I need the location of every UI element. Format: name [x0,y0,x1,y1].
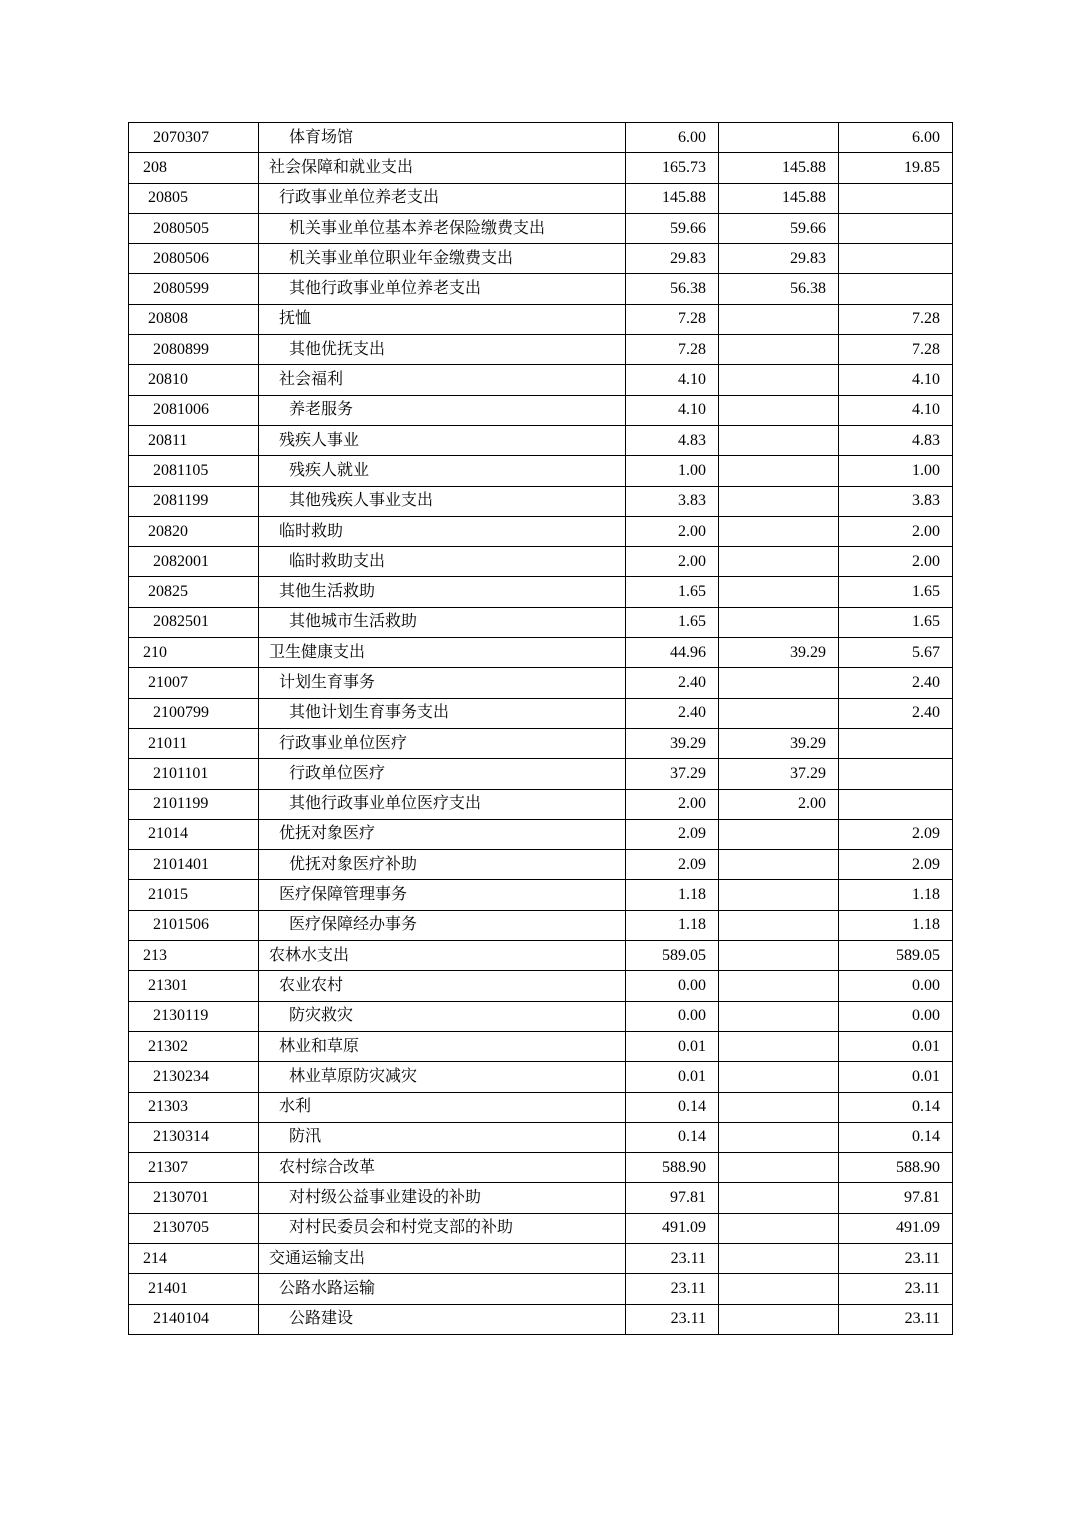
amount-1-cell: 145.88 [626,183,719,213]
amount-1-cell: 0.14 [626,1092,719,1122]
name-cell: 行政事业单位养老支出 [259,183,626,213]
code-cell: 21301 [129,971,259,1001]
name-cell: 其他生活救助 [259,577,626,607]
code-cell: 21307 [129,1153,259,1183]
table-row [129,577,953,607]
amount-2-cell [719,1122,839,1152]
code-cell: 2081006 [129,395,259,425]
name-cell: 其他计划生育事务支出 [259,698,626,728]
amount-1-cell: 1.18 [626,880,719,910]
code-cell: 2140104 [129,1304,259,1334]
amount-2-cell [719,123,839,153]
code-cell: 208 [129,153,259,183]
code-cell: 2130119 [129,1001,259,1031]
code-cell: 2081199 [129,486,259,516]
amount-2-cell [719,456,839,486]
table-row [129,1274,953,1304]
amount-2-cell [719,516,839,546]
name-cell: 优抚对象医疗补助 [259,850,626,880]
code-cell: 2100799 [129,698,259,728]
code-cell: 2130705 [129,1213,259,1243]
code-cell: 20811 [129,425,259,455]
table-row [129,1092,953,1122]
name-cell: 防汛 [259,1122,626,1152]
name-cell: 交通运输支出 [259,1243,626,1273]
amount-2-cell [719,668,839,698]
table-row [129,971,953,1001]
name-cell: 机关事业单位基本养老保险缴费支出 [259,213,626,243]
table-row [129,335,953,365]
name-cell: 残疾人就业 [259,456,626,486]
amount-1-cell: 0.14 [626,1122,719,1152]
name-cell: 农业农村 [259,971,626,1001]
amount-1-cell: 1.00 [626,456,719,486]
name-cell: 水利 [259,1092,626,1122]
amount-2-cell [719,425,839,455]
amount-2-cell [719,486,839,516]
name-cell: 公路水路运输 [259,1274,626,1304]
amount-3-cell [839,728,953,758]
name-cell: 社会保障和就业支出 [259,153,626,183]
code-cell: 21007 [129,668,259,698]
amount-3-cell: 97.81 [839,1183,953,1213]
table-row [129,1243,953,1273]
table-row [129,304,953,334]
amount-2-cell [719,577,839,607]
amount-2-cell [719,607,839,637]
amount-2-cell [719,698,839,728]
amount-1-cell: 23.11 [626,1274,719,1304]
amount-1-cell: 0.00 [626,1001,719,1031]
amount-2-cell: 2.00 [719,789,839,819]
amount-1-cell: 3.83 [626,486,719,516]
code-cell: 214 [129,1243,259,1273]
amount-3-cell: 2.09 [839,850,953,880]
table-row [129,153,953,183]
code-cell: 21011 [129,728,259,758]
code-cell: 213 [129,941,259,971]
table-row [129,365,953,395]
code-cell: 2101199 [129,789,259,819]
name-cell: 临时救助 [259,516,626,546]
amount-2-cell: 39.29 [719,638,839,668]
amount-2-cell [719,335,839,365]
amount-3-cell: 491.09 [839,1213,953,1243]
table-row [129,698,953,728]
amount-1-cell: 0.00 [626,971,719,1001]
amount-3-cell: 23.11 [839,1274,953,1304]
amount-1-cell: 491.09 [626,1213,719,1243]
name-cell: 行政事业单位医疗 [259,728,626,758]
amount-3-cell: 7.28 [839,335,953,365]
amount-1-cell: 588.90 [626,1153,719,1183]
amount-3-cell: 23.11 [839,1243,953,1273]
budget-table-body [129,123,953,1335]
table-row [129,880,953,910]
table-row [129,728,953,758]
table-row [129,819,953,849]
amount-3-cell: 589.05 [839,941,953,971]
table-row [129,1031,953,1061]
amount-1-cell: 2.09 [626,850,719,880]
amount-3-cell: 4.83 [839,425,953,455]
table-row [129,1183,953,1213]
code-cell: 2080899 [129,335,259,365]
code-cell: 20808 [129,304,259,334]
code-cell: 2082501 [129,607,259,637]
table-row [129,456,953,486]
table-row [129,395,953,425]
name-cell: 其他城市生活救助 [259,607,626,637]
amount-1-cell: 97.81 [626,1183,719,1213]
amount-2-cell [719,941,839,971]
amount-1-cell: 2.40 [626,698,719,728]
amount-3-cell [839,244,953,274]
amount-1-cell: 39.29 [626,728,719,758]
amount-2-cell [719,1153,839,1183]
name-cell: 医疗保障管理事务 [259,880,626,910]
amount-3-cell [839,213,953,243]
amount-1-cell: 1.65 [626,607,719,637]
amount-3-cell: 0.14 [839,1122,953,1152]
table-row [129,941,953,971]
table-row [129,213,953,243]
amount-1-cell: 7.28 [626,335,719,365]
code-cell: 20820 [129,516,259,546]
amount-3-cell: 0.01 [839,1031,953,1061]
code-cell: 2130701 [129,1183,259,1213]
amount-2-cell [719,395,839,425]
amount-3-cell: 2.40 [839,668,953,698]
table-row [129,547,953,577]
amount-1-cell: 2.09 [626,819,719,849]
amount-2-cell [719,880,839,910]
amount-3-cell: 1.65 [839,577,953,607]
amount-3-cell: 1.65 [839,607,953,637]
table-row [129,638,953,668]
name-cell: 临时救助支出 [259,547,626,577]
name-cell: 农村综合改革 [259,1153,626,1183]
amount-1-cell: 23.11 [626,1243,719,1273]
name-cell: 其他行政事业单位医疗支出 [259,789,626,819]
amount-2-cell [719,547,839,577]
name-cell: 卫生健康支出 [259,638,626,668]
amount-2-cell [719,1274,839,1304]
name-cell: 计划生育事务 [259,668,626,698]
table-row [129,425,953,455]
amount-2-cell [719,1213,839,1243]
amount-1-cell: 4.83 [626,425,719,455]
amount-1-cell: 23.11 [626,1304,719,1334]
amount-3-cell: 1.18 [839,910,953,940]
amount-1-cell: 2.40 [626,668,719,698]
amount-3-cell: 2.00 [839,516,953,546]
amount-1-cell: 37.29 [626,759,719,789]
amount-2-cell [719,1304,839,1334]
code-cell: 210 [129,638,259,668]
code-cell: 21303 [129,1092,259,1122]
amount-3-cell [839,789,953,819]
table-row [129,274,953,304]
amount-2-cell [719,365,839,395]
table-row [129,1153,953,1183]
amount-2-cell [719,971,839,1001]
name-cell: 抚恤 [259,304,626,334]
amount-1-cell: 2.00 [626,516,719,546]
table-row [129,850,953,880]
amount-3-cell: 2.40 [839,698,953,728]
amount-3-cell: 0.00 [839,1001,953,1031]
amount-3-cell: 5.67 [839,638,953,668]
code-cell: 21302 [129,1031,259,1061]
table-row [129,910,953,940]
table-row [129,1304,953,1334]
name-cell: 医疗保障经办事务 [259,910,626,940]
amount-2-cell [719,304,839,334]
table-row [129,183,953,213]
name-cell: 行政单位医疗 [259,759,626,789]
amount-3-cell: 2.09 [839,819,953,849]
name-cell: 林业和草原 [259,1031,626,1061]
name-cell: 其他行政事业单位养老支出 [259,274,626,304]
table-row [129,668,953,698]
amount-2-cell [719,1062,839,1092]
code-cell: 2080506 [129,244,259,274]
code-cell: 2130234 [129,1062,259,1092]
code-cell: 2101101 [129,759,259,789]
amount-2-cell [719,1031,839,1061]
amount-2-cell [719,819,839,849]
code-cell: 2101401 [129,850,259,880]
amount-3-cell: 4.10 [839,365,953,395]
amount-1-cell: 2.00 [626,789,719,819]
budget-table [128,122,953,1335]
table-row [129,759,953,789]
name-cell: 公路建设 [259,1304,626,1334]
code-cell: 2082001 [129,547,259,577]
name-cell: 防灾救灾 [259,1001,626,1031]
amount-3-cell: 588.90 [839,1153,953,1183]
amount-3-cell: 1.00 [839,456,953,486]
table-row [129,607,953,637]
code-cell: 21401 [129,1274,259,1304]
code-cell: 20805 [129,183,259,213]
amount-2-cell [719,910,839,940]
amount-2-cell: 145.88 [719,153,839,183]
amount-2-cell [719,850,839,880]
amount-1-cell: 4.10 [626,395,719,425]
amount-2-cell [719,1183,839,1213]
code-cell: 2081105 [129,456,259,486]
name-cell: 农林水支出 [259,941,626,971]
amount-1-cell: 2.00 [626,547,719,577]
code-cell: 2080505 [129,213,259,243]
amount-1-cell: 1.18 [626,910,719,940]
amount-2-cell: 29.83 [719,244,839,274]
amount-3-cell: 0.14 [839,1092,953,1122]
amount-3-cell: 1.18 [839,880,953,910]
code-cell: 21014 [129,819,259,849]
name-cell: 对村级公益事业建设的补助 [259,1183,626,1213]
amount-3-cell [839,759,953,789]
code-cell: 21015 [129,880,259,910]
amount-2-cell: 56.38 [719,274,839,304]
code-cell: 20825 [129,577,259,607]
code-cell: 2101506 [129,910,259,940]
amount-3-cell: 19.85 [839,153,953,183]
amount-1-cell: 4.10 [626,365,719,395]
table-row [129,123,953,153]
amount-2-cell [719,1092,839,1122]
amount-1-cell: 0.01 [626,1031,719,1061]
code-cell: 2070307 [129,123,259,153]
name-cell: 社会福利 [259,365,626,395]
table-row [129,1001,953,1031]
amount-3-cell: 4.10 [839,395,953,425]
code-cell: 2130314 [129,1122,259,1152]
name-cell: 优抚对象医疗 [259,819,626,849]
amount-3-cell [839,274,953,304]
amount-1-cell: 56.38 [626,274,719,304]
amount-1-cell: 589.05 [626,941,719,971]
amount-2-cell [719,1243,839,1273]
table-row [129,1122,953,1152]
name-cell: 其他残疾人事业支出 [259,486,626,516]
amount-3-cell: 0.00 [839,971,953,1001]
code-cell: 2080599 [129,274,259,304]
amount-1-cell: 1.65 [626,577,719,607]
table-row [129,789,953,819]
name-cell: 对村民委员会和村党支部的补助 [259,1213,626,1243]
table-row [129,516,953,546]
amount-2-cell: 145.88 [719,183,839,213]
name-cell: 残疾人事业 [259,425,626,455]
amount-3-cell: 3.83 [839,486,953,516]
amount-2-cell: 37.29 [719,759,839,789]
table-row [129,1062,953,1092]
amount-2-cell: 59.66 [719,213,839,243]
amount-1-cell: 0.01 [626,1062,719,1092]
amount-3-cell: 7.28 [839,304,953,334]
code-cell: 20810 [129,365,259,395]
amount-1-cell: 59.66 [626,213,719,243]
name-cell: 养老服务 [259,395,626,425]
name-cell: 机关事业单位职业年金缴费支出 [259,244,626,274]
table-row [129,486,953,516]
amount-3-cell: 23.11 [839,1304,953,1334]
amount-2-cell [719,1001,839,1031]
name-cell: 林业草原防灾减灾 [259,1062,626,1092]
name-cell: 其他优抚支出 [259,335,626,365]
amount-1-cell: 44.96 [626,638,719,668]
amount-3-cell [839,183,953,213]
amount-1-cell: 29.83 [626,244,719,274]
name-cell: 体育场馆 [259,123,626,153]
amount-1-cell: 6.00 [626,123,719,153]
table-row [129,244,953,274]
amount-3-cell: 0.01 [839,1062,953,1092]
table-row [129,1213,953,1243]
amount-1-cell: 7.28 [626,304,719,334]
amount-1-cell: 165.73 [626,153,719,183]
amount-2-cell: 39.29 [719,728,839,758]
amount-3-cell: 6.00 [839,123,953,153]
amount-3-cell: 2.00 [839,547,953,577]
